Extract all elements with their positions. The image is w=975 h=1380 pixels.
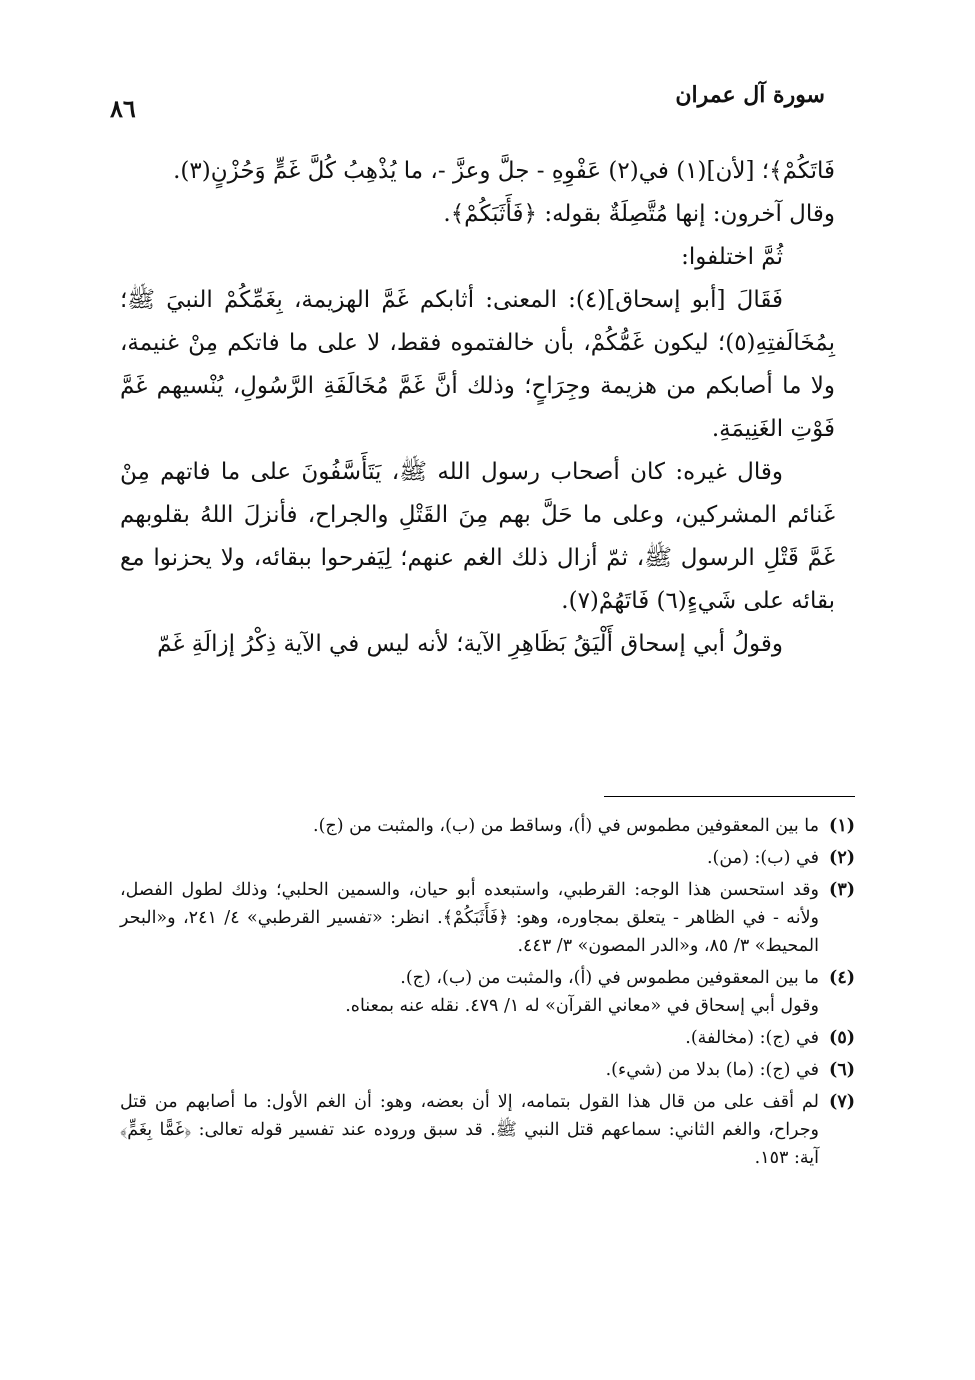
footnote: [120, 844, 855, 872]
footnote-line: ما بين المعقوفين مطموس في (أ)، وساقط من (ب)، والمثبت من (ج).: [313, 816, 819, 836]
footnote-number: (٣): [829, 880, 855, 900]
footnote-text: [120, 876, 819, 960]
body-paragraph: وقال آخرون: إنها مُتَّصِلَةٌ بقوله: ﴿فَأَثَبَكُمْ﴾.: [443, 201, 835, 227]
page-header: [110, 82, 825, 122]
footnote: [120, 812, 855, 840]
footnote-text: [120, 1088, 819, 1172]
footnote-line: في (ج): (مخالفة).: [685, 1028, 819, 1048]
footnote-text: [120, 1056, 819, 1084]
footnote-text: [120, 964, 819, 1020]
footnote-text: [120, 1024, 819, 1052]
footnote-line: وقول أبي إسحاق في «معاني القرآن» له ١/ ٤٧٩. نقله عنه بمعناه.: [345, 996, 819, 1016]
footnote-line: في (ج): (ما) بدلا من (شيء).: [605, 1060, 819, 1080]
surah-title: سورة آل عمران: [675, 82, 825, 108]
footnote: [120, 1024, 855, 1052]
footnote-number: (٤): [829, 968, 855, 988]
footnote-separator: [604, 796, 855, 797]
footnote: [120, 1056, 855, 1084]
body-paragraph: فَقَالَ [أبو إسحاق](٤): المعنى: أثابكم غَمَّ الهزيمة، بِغَمِّكُمْ النبيَ ﷺ؛ بِمُخَالَفتِهِ(٥)؛ ليكون غَمُّكُمْ، بأن خالفتموه فقط، لا على ما فاتكم مِنْ غنيمة، ولا ما أصابكم من هزيمة وجِرَاحٍ؛ وذلك أنَّ غَمَّ مُخَالَفَةِ الرَّسُولِ، يُنْسيهم غَمَّ فَوْتِ الغَنِيمَةِ.: [120, 287, 835, 442]
footnote-number: (١): [829, 816, 855, 836]
footnote: [120, 964, 855, 1020]
footnote-line: في (ب): (من).: [706, 848, 819, 868]
main-text: [120, 150, 835, 666]
footnote-text: [120, 812, 819, 840]
body-paragraph: وقال غيره: كان أصحاب رسول الله ﷺ، يَتَأَسَّفُونَ على ما فاتهم مِنْ غَنائم المشركين، وعلى ما حَلَّ بهم مِنَ القَتْلِ والجراح، فأنزلَ اللهُ بقلوبهم غَمَّ قَتْلِ الرسول ﷺ، ثمّ أزال ذلك الغم عنهم؛ لِيَفرحوا ببقائه، ولا يحزنوا مع بقائه على شَيءٍ(٦) فَاتَهُمْ(٧).: [120, 459, 835, 614]
body-paragraph: فَاتَكُمْ﴾؛ [لأن](١) في(٢) عَفْوِهِ - جلَّ وعزَّ -، ما يُذْهِبُ كُلَّ غَمٍّ وَحُزْنٍ(٣).: [173, 158, 835, 184]
footnote: [120, 1088, 855, 1172]
footnote-number: (٢): [829, 848, 855, 868]
footnote-line: ما بين المعقوفين مطموس في (أ)، والمثبت من (ب)، (ج).: [400, 968, 819, 988]
footnote-number: (٦): [829, 1060, 855, 1080]
body-paragraph: وقولُ أبي إسحاق أَلْيَقُ بَظَاهِرِ الآية؛ لأنه ليس في الآية ذِكْرُ إزالَةِ غَمّ: [157, 631, 783, 657]
footnote-text: [120, 844, 819, 872]
body-paragraph: ثُمَّ اختلفوا:: [681, 244, 783, 270]
page-number: ٨٦: [110, 94, 136, 123]
footnote-line: وقد استحسن هذا الوجه: القرطبي، واستبعده أبو حيان، والسمين الحلبي؛ وذلك لطول الفصل، ولأنه - في الظاهر - يتعلق بمجاوره، وهو: ﴿فَأَثَبَكُمْ﴾. انظر: «تفسير القرطبي» ٤/ ٢٤١، و«البحر المحيط» ٣/ ٨٥، و«الدر المصون» ٣/ ٤٤٣.: [120, 880, 819, 956]
footnote-line: لم أقف على من قال هذا القول بتمامه، إلا أن بعضه، وهو: أن الغم الأول: ما أصابهم من قتل وجراح، والغم الثاني: سماعهم قتل النبي ﷺ. قد سبق وروده عند تفسير قوله تعالى: ﴿غَمًّا بِغَمٍّ﴾ آية: ١٥٣.: [120, 1092, 819, 1168]
footnote: [120, 876, 855, 960]
footnote-number: (٧): [829, 1092, 855, 1112]
footnote-number: (٥): [829, 1028, 855, 1048]
footnotes: [120, 812, 855, 1176]
